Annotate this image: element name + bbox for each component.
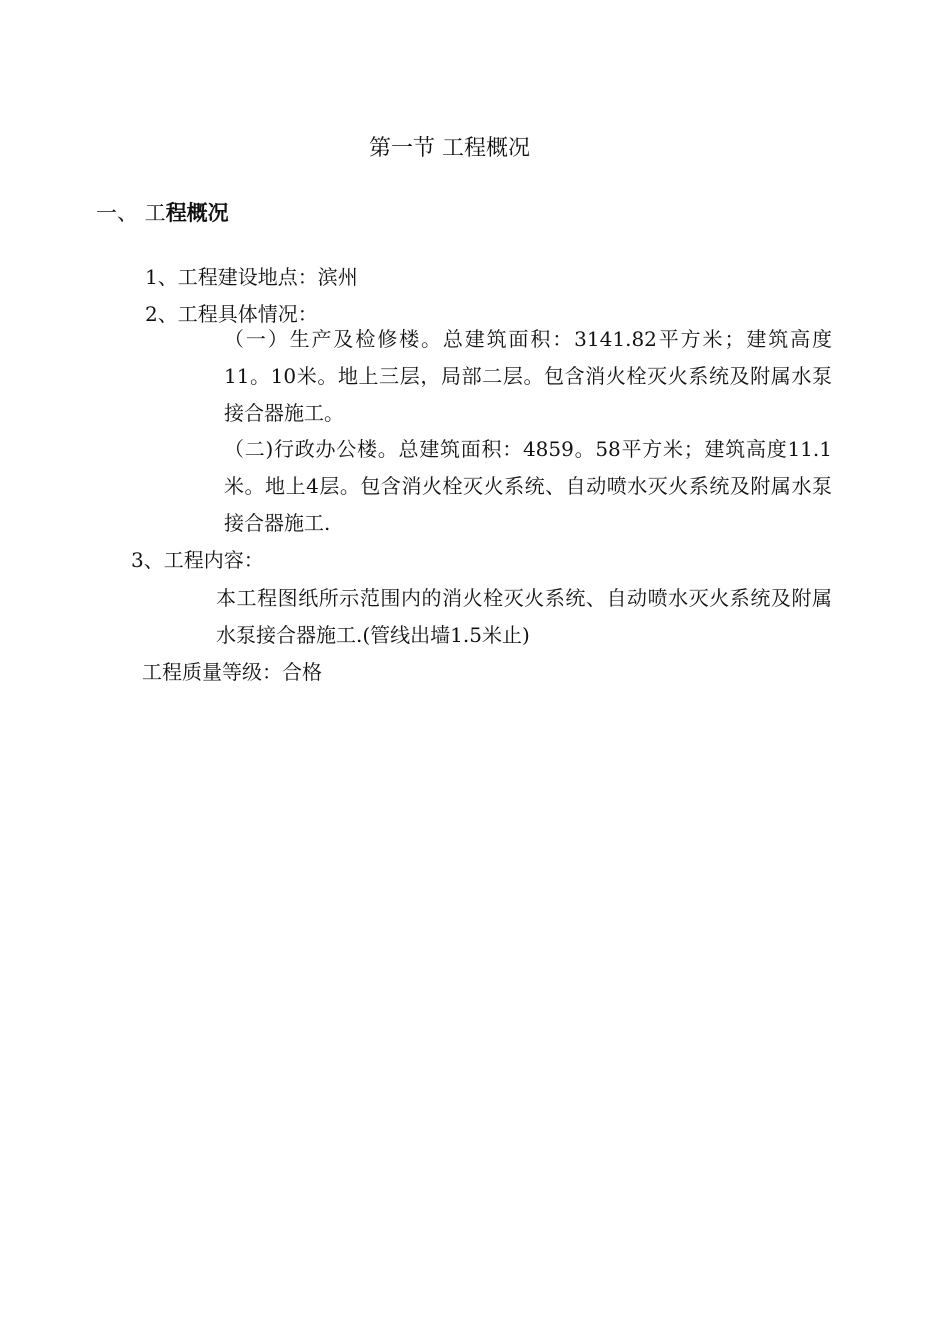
item-content-heading: 3、工程内容： bbox=[131, 548, 264, 572]
paragraph-office-building: （二)行政办公楼。总建筑面积：4859。58平方米；建筑高度11.1米。地上4层。包含消火栓灭火系统、自动喷水灭火系统及附属水泵接合器施工. bbox=[224, 437, 832, 535]
section-heading-prefix: 一、 工 bbox=[96, 201, 166, 225]
section-heading bbox=[96, 198, 229, 228]
page-title: 第一节 工程概况 bbox=[369, 136, 530, 161]
quality-grade: 工程质量等级：合格 bbox=[142, 660, 322, 684]
section-heading-bold: 程概况 bbox=[165, 200, 229, 225]
paragraph-scope: 本工程图纸所示范围内的消火栓灭火系统、自动喷水灭火系统及附属水泵接合器施工.(管线出墙1.5米止) bbox=[216, 586, 832, 647]
item-location: 1、工程建设地点：滨州 bbox=[145, 265, 358, 289]
item-details-heading: 2、工程具体情况： bbox=[145, 302, 318, 326]
paragraph-production-building: （一）生产及检修楼。总建筑面积：3141.82平方米；建筑高度11。10米。地上三层，局部二层。包含消火栓灭火系统及附属水泵接合器施工。 bbox=[224, 327, 832, 425]
